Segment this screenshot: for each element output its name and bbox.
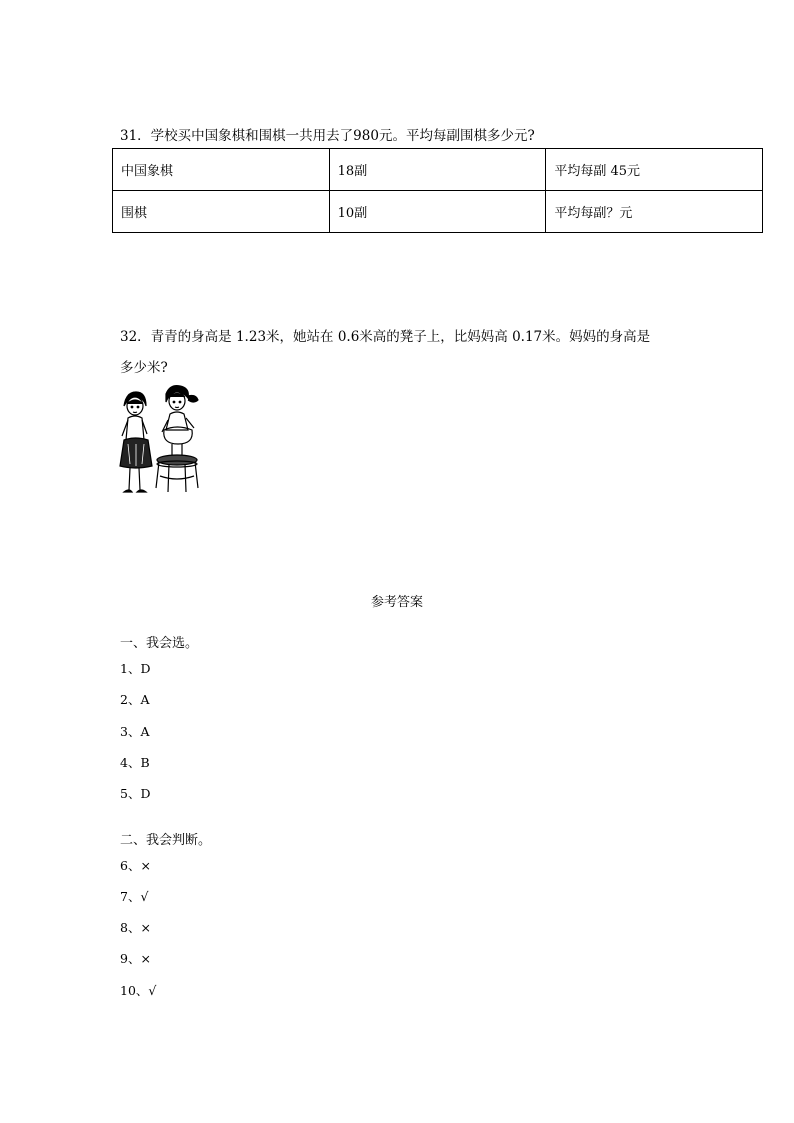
table-cell: 10副 [329,191,546,233]
question-31-text: 31．学校买中国象棋和围棋一共用去了980元。平均每副围棋多少元? [120,128,535,144]
answer-item: 9、× [120,951,151,966]
mother-figure [120,392,152,492]
answer-item: 3、A [120,724,150,739]
answer-item: 7、√ [120,889,149,904]
table-cell: 18副 [329,149,546,191]
table-cell: 中国象棋 [113,149,330,191]
table-cell: 围棋 [113,191,330,233]
table-cell: 平均每副 45元 [546,149,763,191]
girl-figure [162,386,198,458]
answer-item: 5、D [120,786,151,801]
question-32-text-line1: 32．青青的身高是 1.23米，她站在 0.6米高的凳子上，比妈妈高 0.17米。妈妈的身高是 [120,329,651,345]
answer-item: 2、A [120,692,150,707]
section-heading-choice: 一、我会选。 [120,636,199,651]
section-heading-judgement: 二、我会判断。 [120,833,212,848]
answer-item: 8、× [120,920,151,935]
answer-item: 4、B [120,755,150,770]
answer-item: 10、√ [120,983,157,998]
answer-item: 6、× [120,858,151,873]
answers-title: 参考答案 [370,595,423,610]
table-cell: 平均每副？元 [546,191,763,233]
stool [156,455,198,492]
answer-item: 1、D [120,661,151,676]
chess-price-table [112,148,763,233]
girl-and-mother-illustration [114,384,206,498]
table-row [113,149,763,191]
table-row [113,191,763,233]
question-32-text-line2: 多少米? [120,360,168,376]
